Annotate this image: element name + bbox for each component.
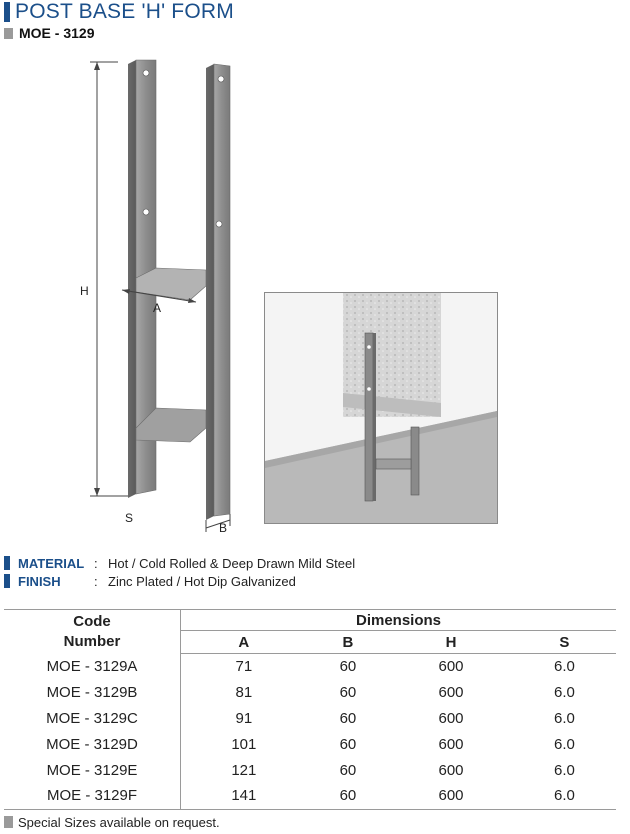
code-number-header [4, 610, 181, 654]
column-h-header: H [389, 631, 513, 654]
cell-b: 60 [339, 658, 357, 676]
installation-illustration [265, 293, 497, 523]
cell-code: MOE - 3129B [4, 680, 181, 706]
code-header-line2: Number [63, 632, 121, 650]
finish-marker [4, 574, 10, 588]
cell-code: MOE - 3129E [4, 757, 181, 783]
cell-code: MOE - 3129A [4, 654, 181, 680]
dimensions-table-wrap [4, 609, 616, 810]
cell-b: 60 [339, 684, 357, 702]
dimensions-table [4, 609, 616, 810]
cell-a: 141 [181, 783, 307, 809]
cell-code: MOE - 3129D [4, 731, 181, 757]
cell-a: 91 [235, 709, 253, 727]
cell-s: 6.0 [554, 761, 575, 779]
table-header-row [4, 610, 616, 631]
cell-b: 60 [339, 735, 357, 753]
cell-h: 600 [438, 735, 464, 753]
cell-a: 101 [231, 735, 257, 753]
material-colon: : [94, 555, 98, 571]
material-row [4, 554, 355, 572]
footer-note-text: Special Sizes available on request. [18, 814, 220, 830]
note-marker [4, 816, 13, 828]
cell-b: 60 [339, 761, 357, 779]
column-b-header: B [307, 631, 389, 654]
table-row [4, 680, 616, 706]
finish-label: FINISH [18, 573, 61, 589]
table-row [4, 654, 616, 680]
material-label: MATERIAL [18, 555, 85, 571]
label-b: B [219, 521, 228, 535]
finish-colon: : [94, 573, 98, 589]
cell-s: 6.0 [554, 735, 575, 753]
material-marker [4, 556, 10, 570]
right-plate [206, 64, 230, 520]
cell-h: 600 [438, 658, 464, 676]
cell-h: 600 [438, 709, 464, 727]
footer-note [4, 813, 220, 831]
cell-s: 6.0 [554, 658, 575, 676]
cell-s: 6.0 [554, 709, 575, 727]
cell-a: 81 [235, 684, 253, 702]
label-h: H [80, 284, 89, 298]
table-row [4, 783, 616, 809]
table-row [4, 731, 616, 757]
cell-s: 6.0 [513, 783, 616, 809]
column-s-header: S [513, 631, 616, 654]
label-s: S [125, 511, 134, 525]
cell-h: 600 [389, 783, 513, 809]
label-a: A [153, 301, 162, 315]
cell-s: 6.0 [554, 684, 575, 702]
cell-b: 60 [307, 783, 389, 809]
title-text: POST BASE 'H' FORM [15, 0, 234, 23]
code-header-line1: Code [73, 612, 111, 630]
cell-code: MOE - 3129F [4, 783, 181, 809]
cell-h: 600 [438, 684, 464, 702]
product-code-text: MOE - 3129 [19, 25, 95, 41]
material-value: Hot / Cold Rolled & Deep Drawn Mild Steel [108, 555, 356, 571]
cell-h: 600 [438, 761, 464, 779]
finish-row [4, 572, 296, 590]
cell-code: MOE - 3129C [4, 706, 181, 732]
dimension-h [90, 62, 128, 496]
cell-a: 121 [231, 761, 257, 779]
cell-b: 60 [339, 709, 357, 727]
installation-photo [264, 292, 498, 524]
table-row [4, 706, 616, 732]
table-row [4, 757, 616, 783]
dimensions-header: Dimensions [181, 610, 617, 631]
column-a-header: A [181, 631, 307, 654]
finish-value: Zinc Plated / Hot Dip Galvanized [108, 573, 296, 589]
cell-a: 71 [235, 658, 253, 676]
